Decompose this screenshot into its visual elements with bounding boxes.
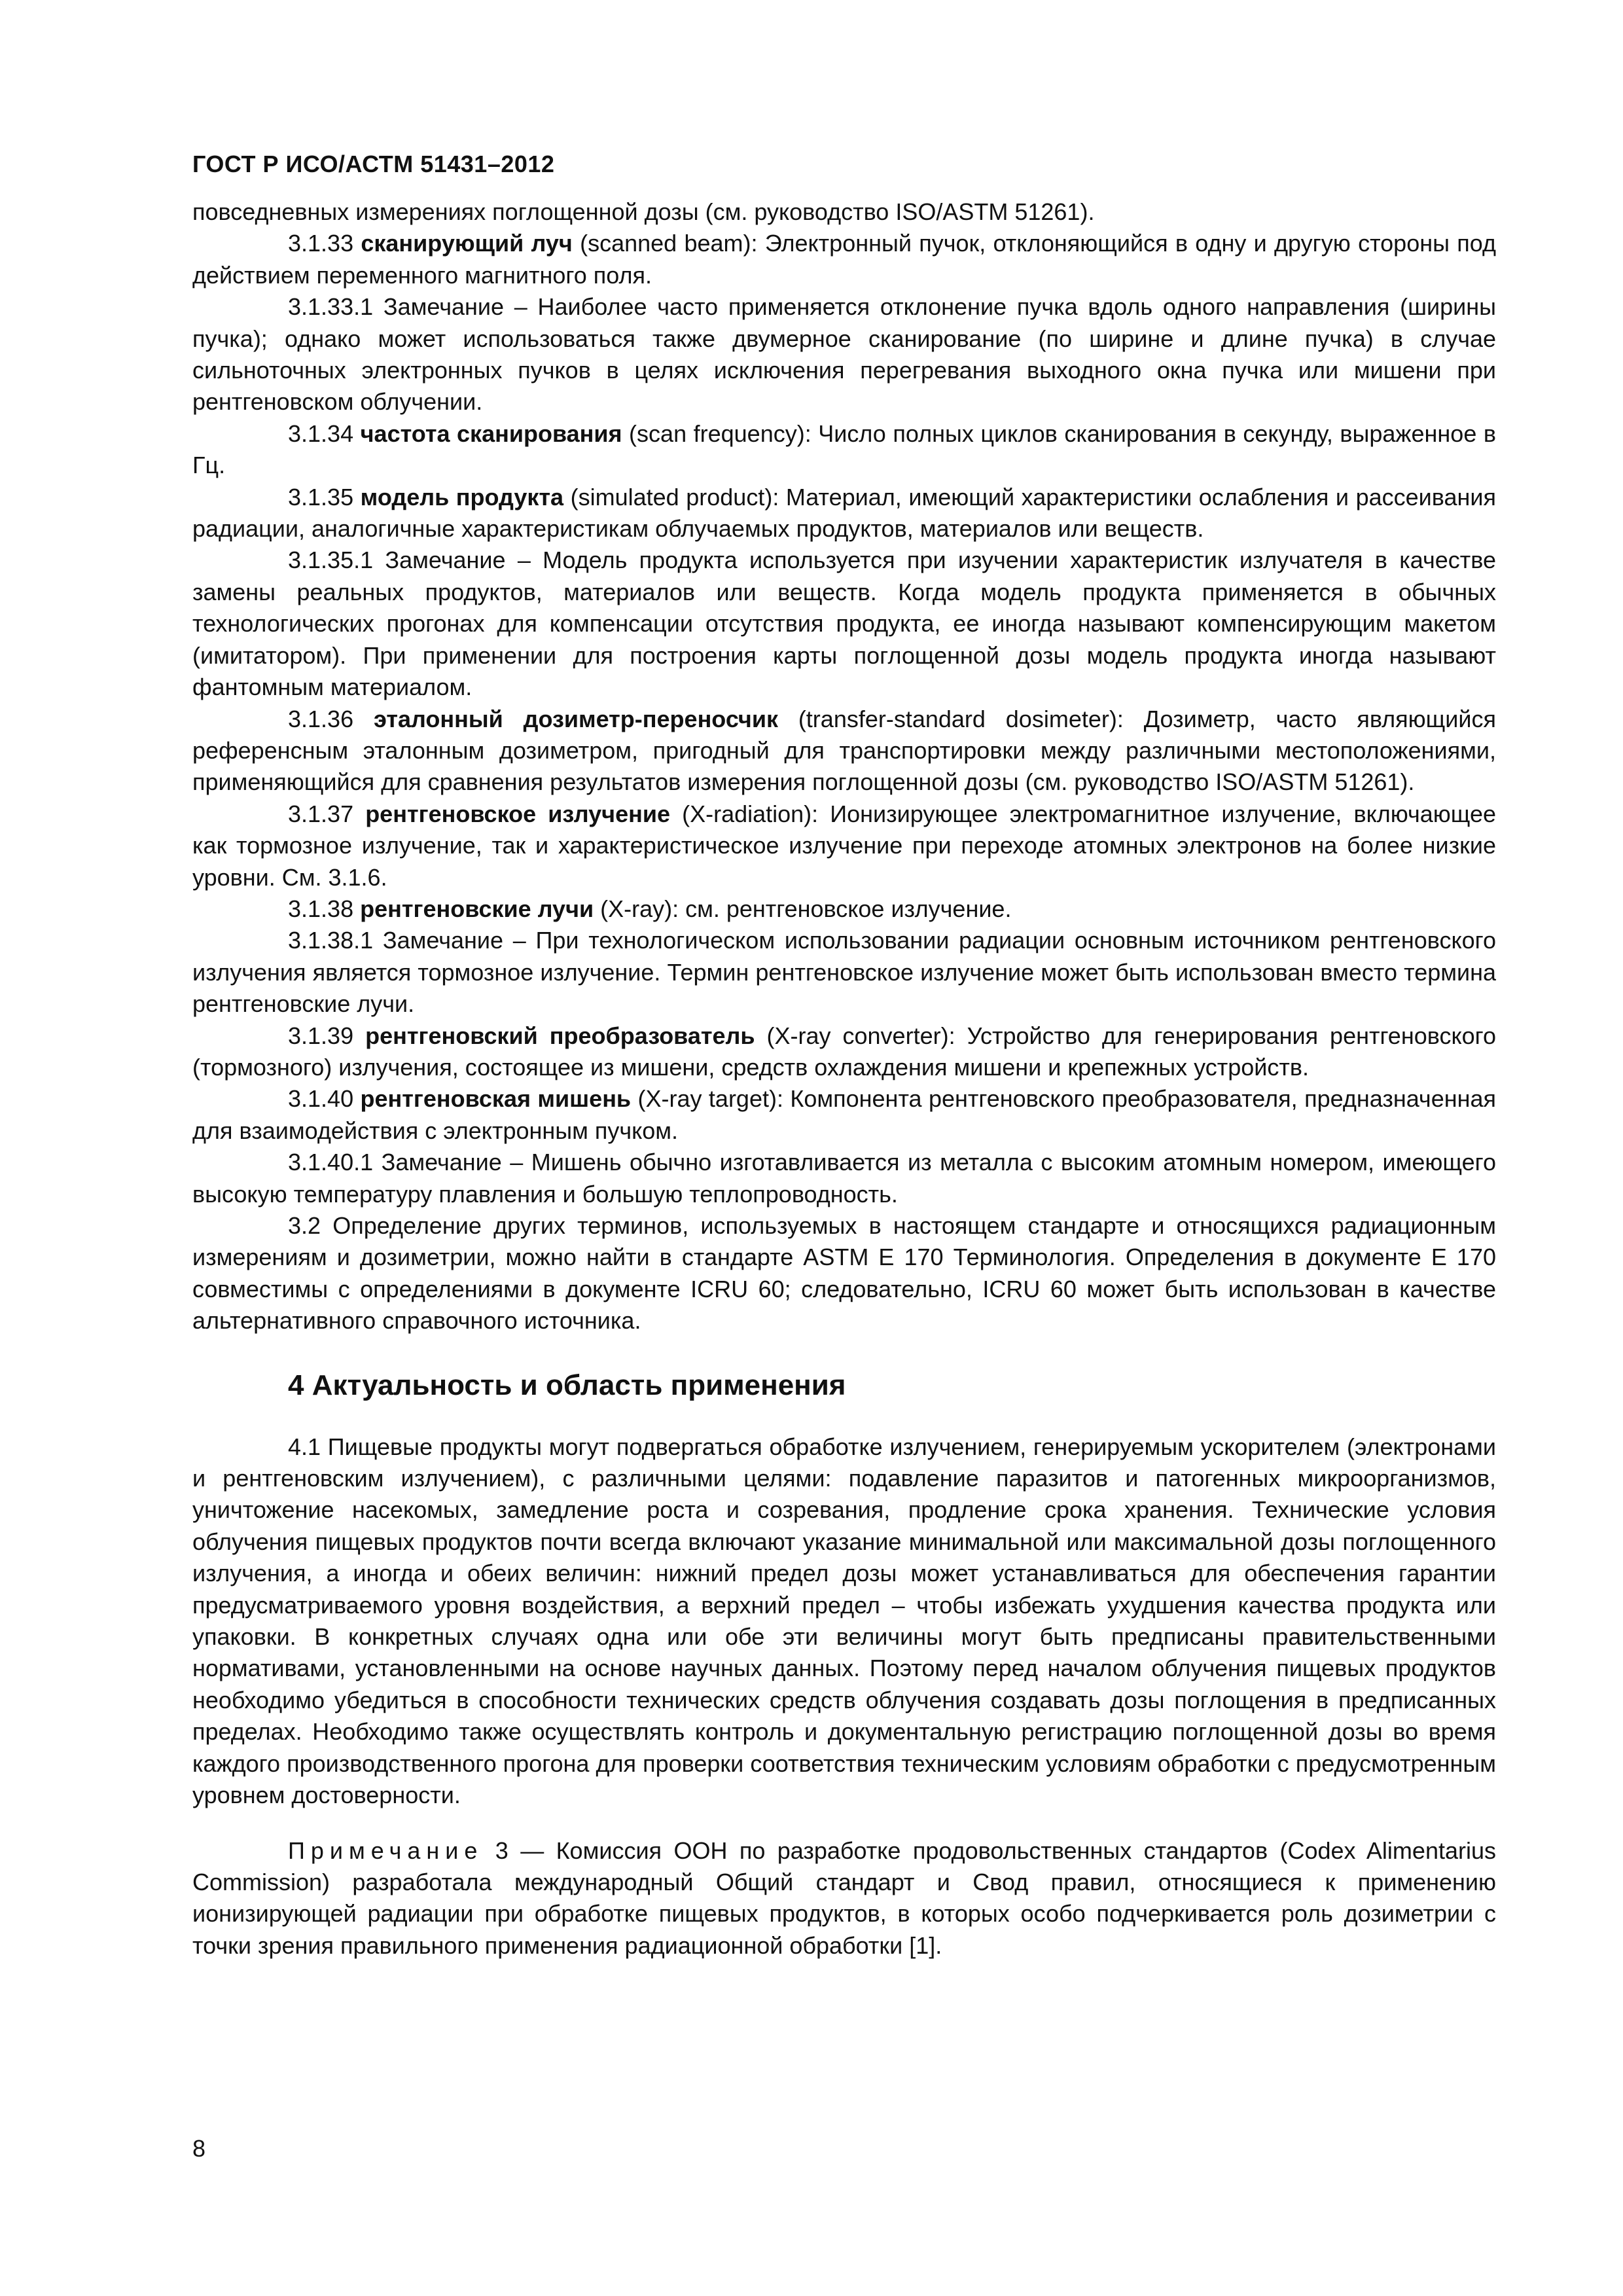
term-definition: (scan frequency): Число полных циклов сканирования в секунду, выраженное в Гц.: [192, 420, 1497, 479]
term-name: рентгеновская мишень: [360, 1085, 632, 1113]
document-header: ГОСТ Р ИСО/АСТМ 51431–2012: [192, 151, 555, 177]
remark-3-1-38-1: [192, 925, 1496, 1020]
term-number: 3.1.36: [288, 705, 374, 732]
term-name: частота сканирования: [360, 420, 622, 447]
term-3-1-37: [192, 798, 1496, 893]
term-number: 3.1.40: [288, 1085, 361, 1113]
term-number: 3.1.35: [288, 483, 361, 511]
term-3-1-36: [192, 704, 1496, 798]
term-3-1-38: [192, 893, 1496, 925]
paragraph-text: повседневных измерениях поглощенной дозы (см. руководство ISO/ASTM 51261).: [192, 198, 1095, 225]
clause-4-1: [192, 1431, 1496, 1812]
term-name: эталонный дозиметр-переносчик: [373, 705, 778, 732]
term-3-1-39: [192, 1020, 1496, 1084]
term-definition: (X-ray): см. рентгеновское излучение.: [594, 895, 1012, 922]
note-label: Примечание: [288, 1837, 484, 1864]
paragraph-text: 3.1.35.1 Замечание – Модель продукта используется при изучении характеристик излучателя в качестве замены реальных продуктов, материалов или веществ. Когда модель продукта применяется в обычных технологических прогонах для компенсации отсутствия продукта, ее иногда называют компенсирующим макетом (имитатором). При применении для построения карты поглощенной дозы модель продукта иногда называют фантомным материалом.: [192, 547, 1496, 701]
term-3-1-34: [192, 418, 1496, 482]
term-number: 3.1.38: [288, 895, 361, 922]
term-definition: (X-ray target): Компонента рентгеновского преобразователя, предназначенная для взаимодействия с электронным пучком.: [192, 1085, 1496, 1144]
term-name: рентгеновское излучение: [365, 800, 671, 827]
term-name: рентгеновские лучи: [360, 895, 594, 922]
document-body: [192, 196, 1496, 1962]
term-name: модель продукта: [360, 483, 564, 511]
term-3-1-33: [192, 228, 1496, 291]
section-heading: 4 Актуальность и область применения: [288, 1369, 846, 1401]
remark-3-1-35-1: [192, 545, 1496, 703]
term-number: 3.1.34: [288, 420, 361, 447]
term-definition: (X-radiation): Ионизирующее электромагнитное излучение, включающее как тормозное излучение, так и характеристическое излучение при переходе атомных электронов на более низкие уровни. См. 3.1.6.: [192, 800, 1497, 891]
remark-3-1-33-1: [192, 291, 1496, 418]
term-definition: (X-ray converter): Устройство для генерирования рентгеновского (тормозного) излучения, состоящее из мишени, средств охлаждения мишени и крепежных устройств.: [192, 1022, 1496, 1081]
term-3-1-35: [192, 482, 1496, 545]
paragraph-text: 3.1.40.1 Замечание – Мишень обычно изготавливается из металла с высоким атомным номером, имеющего высокую температуру плавления и большую теплопроводность.: [192, 1149, 1496, 1208]
term-name: сканирующий луч: [361, 230, 573, 257]
remark-3-1-40-1: [192, 1147, 1496, 1210]
paragraph-text: 3.1.33.1 Замечание – Наиболее часто применяется отклонение пучка вдоль одного направления (ширины пучка); однако может использоваться также двумерное сканирование (по ширине и длине пучка) в случае сильноточных электронных пучков в целях исключения перегревания выходного окна пучка или мишени при рентгеновском облучении.: [192, 293, 1496, 416]
paragraph-text: 4.1 Пищевые продукты могут подвергаться обработке излучением, генерируемым ускорителем (электронами и рентгеновским излучением), с различными целями: подавление паразитов и патогенных микроорганизмов, уничтожение насекомых, замедление роста и созревания, продление срока хранения. Технические условия облучения пищевых продуктов почти всегда включают указание минимальной или максимальной дозы поглощенного излучения, а иногда и обеих величин: нижний предел дозы может устанавливаться для обеспечения гарантии предусматриваемого уровня воздействия, а верхний предел – чтобы избежать ухудшения качества продукта или упаковки. В конкретных случаях одна или обе эти величины могут быть предписаны правительственными нормативами, установленными на основе научных данных. Поэтому перед началом облучения пищевых продуктов необходимо убедиться в способности технических средств облучения создавать дозы поглощения в предписанных пределах. Необходимо также осуществлять контроль и документальную регистрацию поглощенной дозы во время каждого производственного прогона для проверки соответствия техническим условиям обработки с предусмотренным уровнем достоверности.: [192, 1433, 1496, 1809]
term-number: 3.1.33: [288, 230, 361, 257]
page-number: 8: [192, 2135, 206, 2162]
note-number: 3: [483, 1837, 508, 1864]
term-definition: (simulated product): Материал, имеющий характеристики ослабления и рассеивания радиации, аналогичные характеристикам облучаемых продуктов, материалов или веществ.: [192, 483, 1496, 543]
note-text: — Комиссия ООН по разработке продовольственных стандартов (Codex Alimentarius Commission) разработала международный Общий стандарт и Свод правил, относящиеся к применению ионизирующей радиации при обработке пищевых продуктов, в которых особо подчеркивается роль дозиметрии с точки зрения правильного применения радиационной обработки [1].: [192, 1837, 1496, 1959]
paragraph-text: 3.1.38.1 Замечание – При технологическом использовании радиации основным источником рентгеновского излучения является тормозное излучение. Термин рентгеновское излучение может быть использован вместо термина рентгеновские лучи.: [192, 927, 1496, 1018]
clause-3-2: [192, 1210, 1496, 1337]
term-number: 3.1.37: [288, 800, 366, 827]
term-definition: (scanned beam): Электронный пучок, отклоняющийся в одну и другую стороны под действием переменного магнитного поля.: [192, 230, 1496, 289]
paragraph-continuation: [192, 196, 1496, 228]
term-name: рентгеновский преобразователь: [365, 1022, 755, 1049]
term-3-1-40: [192, 1083, 1496, 1147]
note-3: [192, 1835, 1496, 1962]
term-definition: (transfer-standard dosimeter): Дозиметр, часто являющийся референсным эталонным дозиметром, пригодный для транспортировки между различными местоположениями, применяющийся для сравнения результатов измерения поглощенной дозы (см. руководство ISO/ASTM 51261).: [192, 705, 1497, 796]
term-number: 3.1.39: [288, 1022, 366, 1049]
paragraph-text: 3.2 Определение других терминов, используемых в настоящем стандарте и относящихся радиационным измерениям и дозиметрии, можно найти в стандарте ASTM E 170 Терминология. Определения в документе E 170 совместимы с определениями в документе ICRU 60; следовательно, ICRU 60 может быть использован в качестве альтернативного справочного источника.: [192, 1212, 1496, 1335]
